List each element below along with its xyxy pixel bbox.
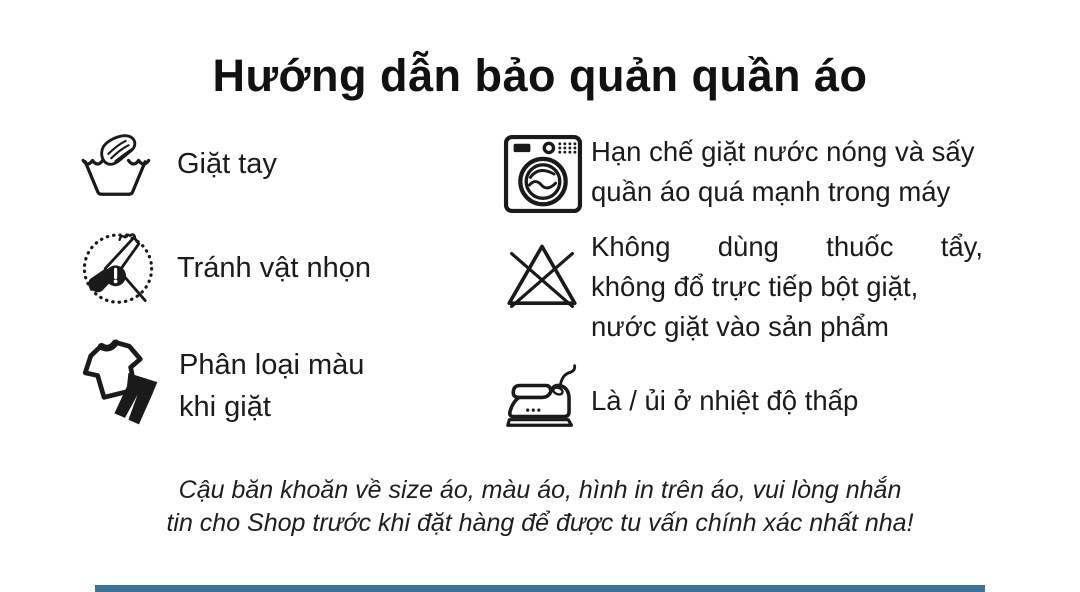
care-item-text bbox=[591, 227, 983, 347]
iron-icon bbox=[498, 364, 586, 434]
care-item-label: Giặt tay bbox=[177, 148, 277, 180]
text-line: không đổ trực tiếp bột giặt, bbox=[591, 271, 919, 302]
washing-machine-icon bbox=[500, 132, 586, 216]
care-item-text bbox=[591, 132, 983, 212]
text-line: quần áo quá mạnh trong máy bbox=[591, 176, 951, 207]
text-line: nước giặt vào sản phẩm bbox=[591, 311, 889, 342]
sort-colors-icon bbox=[70, 336, 174, 434]
text-line: Không dùng thuốc tẩy, bbox=[591, 231, 983, 262]
footer-line: Cậu băn khoăn về size áo, màu áo, hình in trên áo, vui lòng nhắn bbox=[178, 476, 902, 504]
hand-wash-icon bbox=[76, 128, 158, 200]
avoid-sharp-icon bbox=[78, 226, 158, 308]
page-title: Hướng dẫn bảo quản quần áo bbox=[212, 50, 868, 101]
text-line: Là / ủi ở nhiệt độ thấp bbox=[591, 385, 859, 416]
care-item-label: Tránh vật nhọn bbox=[177, 252, 371, 284]
label-line: Phân loại màu bbox=[179, 349, 365, 381]
bottom-accent-bar bbox=[95, 585, 985, 592]
no-bleach-icon bbox=[499, 236, 585, 316]
care-item-text bbox=[591, 381, 983, 421]
footer-line: tin cho Shop trước khi đặt hàng để được tu vấn chính xác nhất nha! bbox=[166, 509, 914, 537]
care-item-label bbox=[179, 344, 364, 428]
label-line: khi giặt bbox=[179, 391, 271, 423]
footer-note bbox=[0, 474, 1080, 540]
text-line: Hạn chế giặt nước nóng và sấy bbox=[591, 136, 975, 167]
